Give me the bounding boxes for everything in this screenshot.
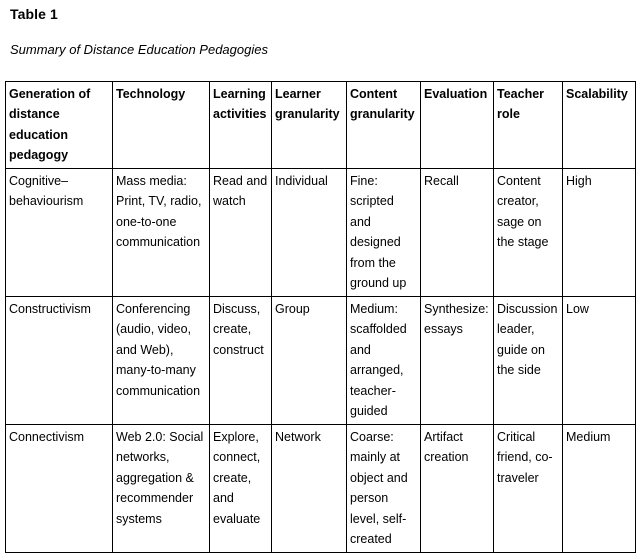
table-cell: Content creator, sage on the stage (494, 169, 563, 297)
table-row (6, 169, 636, 297)
header-row (6, 82, 636, 169)
header-evaluation: Evaluation (421, 82, 494, 169)
table-cell: Group (272, 297, 347, 425)
table-cell: Artifact creation (421, 425, 494, 553)
table-cell: Medium: scaffolded and arranged, teacher- guided (347, 297, 421, 425)
table-cell: Network (272, 425, 347, 553)
table-cell: Synthesize: essays (421, 297, 494, 425)
table-label: Table 1 (10, 6, 58, 22)
table-row (6, 425, 636, 553)
table-caption: Summary of Distance Education Pedagogies (10, 42, 268, 57)
table-cell: Individual (272, 169, 347, 297)
header-learning-activities: Learning activities (210, 82, 272, 169)
table-cell: Discussion leader, guide on the side (494, 297, 563, 425)
header-learner-granularity: Learner granularity (272, 82, 347, 169)
table-row (6, 297, 636, 425)
table-cell: High (563, 169, 636, 297)
table-cell: Coarse: mainly at object and person level, self- created (347, 425, 421, 553)
header-technology: Technology (113, 82, 210, 169)
table-cell: Critical friend, co- traveler (494, 425, 563, 553)
table-cell: Web 2.0: Social networks, aggregation & recommender systems (113, 425, 210, 553)
table-cell: Conferencing (audio, video, and Web), many-to-many communication (113, 297, 210, 425)
table-cell: Explore, connect, create, and evaluate (210, 425, 272, 553)
table-cell: Recall (421, 169, 494, 297)
table-cell: Read and watch (210, 169, 272, 297)
table-cell: Constructivism (6, 297, 113, 425)
table-cell: Connectivism (6, 425, 113, 553)
header-content-granularity: Content granularity (347, 82, 421, 169)
table-cell: Medium (563, 425, 636, 553)
table-cell: Fine: scripted and designed from the ground up (347, 169, 421, 297)
header-generation: Generation of distance education pedagogy (6, 82, 113, 169)
table-cell: Cognitive– behaviourism (6, 169, 113, 297)
pedagogy-summary-table (5, 81, 636, 553)
header-scalability: Scalability (563, 82, 636, 169)
table-cell: Discuss, create, construct (210, 297, 272, 425)
table-cell: Mass media: Print, TV, radio, one-to-one communication (113, 169, 210, 297)
header-teacher-role: Teacher role (494, 82, 563, 169)
table-cell: Low (563, 297, 636, 425)
